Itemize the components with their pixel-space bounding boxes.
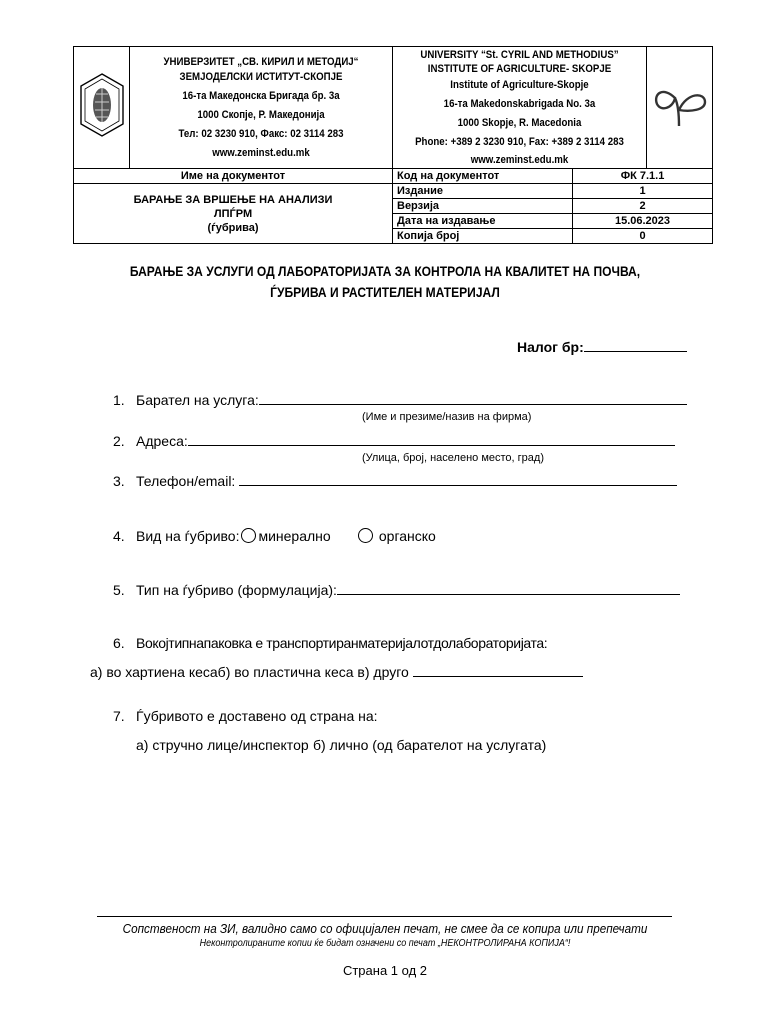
footer-ownership-notice: Сопственост на ЗИ, валидно само со официјален печат, не смее да се копира или препечати (122, 921, 648, 936)
item-5-number: 5. (113, 582, 125, 598)
fertilizer-type-line[interactable] (337, 582, 680, 595)
meta-value-date: 15.06.2023 (573, 214, 713, 229)
sprout-logo-cell (647, 47, 713, 169)
doc-name-line3: (ѓубрива) (207, 221, 259, 234)
fertilizer-type-label: Тип на ѓубриво (формулација): (136, 582, 337, 598)
city-en: 1000 Skopje, R. Macedonia (457, 116, 582, 129)
item-3-number: 3. (113, 473, 125, 489)
fertilizer-kind-label: Вид на ѓубриво: (136, 528, 240, 544)
form-title-line1: БАРАЊЕ ЗА УСЛУГИ ОД ЛАБОРАТОРИЈАТА ЗА КОНТРОЛА НА КВАЛИТЕТ НА ПОЧВА, (129, 263, 641, 279)
institute-seal-cell (74, 47, 130, 169)
university-name-mk: УНИВЕРЗИТЕТ „СВ. КИРИЛ И МЕТОДИЈ“ (163, 55, 359, 68)
phone-mk: Тел: 02 3230 910, Факс: 02 3114 283 (178, 127, 344, 140)
fertilizer-type-field[interactable] (136, 582, 680, 598)
phone-email-line[interactable] (239, 473, 677, 486)
phone-email-label: Телефон/email: (136, 473, 236, 489)
header-en-cell (393, 47, 647, 169)
mineral-radio[interactable] (241, 528, 256, 543)
institute-seal-logo (77, 72, 127, 138)
institute-name-en: INSTITUTE OF AGRICULTURE- SKOPJE (427, 62, 612, 75)
packaging-options: а) во хартиена кесаб) во пластична кеса в) друго (90, 664, 409, 680)
requester-line[interactable] (259, 392, 687, 405)
delivered-by-label: Ѓубривото е доставено од страна на: (136, 708, 378, 724)
website-en: www.zeminst.edu.mk (470, 153, 569, 166)
doc-name-line2: ЛПЃРМ (213, 207, 253, 220)
phone-email-field[interactable] (136, 473, 677, 489)
packaging-options-field[interactable] (90, 664, 583, 680)
doc-name-line1: БАРАЊЕ ЗА ВРШЕЊЕ НА АНАЛИЗИ (133, 193, 333, 206)
university-name-en: UNIVERSITY “St. CYRIL AND METHODIUS” (420, 48, 619, 61)
institute-name-mk: ЗЕМЈОДЕЛСКИ ИСТИТУТ-СКОПЈЕ (179, 70, 343, 83)
address-en: 16-та Makedonskabrigada No. 3a (443, 97, 596, 110)
address-hint: (Улица, број, населено место, град) (362, 452, 544, 464)
item-1-number: 1. (113, 392, 125, 408)
meta-label-edition: Издание (393, 184, 573, 199)
delivered-by-requester-option[interactable]: б) лично (од барателот на услугата) (313, 737, 547, 753)
mineral-option-label: минерално (258, 528, 331, 544)
institute-subname-en: Institute of Agriculture-Skopje (450, 78, 589, 91)
sprout-logo (651, 80, 709, 130)
address-mk: 16-та Македонска Бригада бр. 3а (182, 89, 340, 102)
phone-en: Phone: +389 2 3230 910, Fax: +389 2 3114 283 (415, 135, 624, 148)
requester-label: Барател на услуга: (136, 392, 259, 408)
form-title-line2: ЃУБРИВА И РАСТИТЕЛЕН МАТЕРИЈАЛ (270, 284, 500, 300)
organic-radio[interactable] (358, 528, 373, 543)
item-7-number: 7. (113, 708, 125, 724)
website-mk: www.zeminst.edu.mk (212, 146, 310, 159)
meta-label-version: Верзија (393, 199, 573, 214)
header-mk-cell (130, 47, 393, 169)
footer-copy-notice: Неконтролираните копии ќе бидат означени со печат „НЕКОНТРОЛИРАНА КОПИЈА“! (199, 938, 571, 949)
organic-option-label: органско (378, 528, 436, 544)
item-2-number: 2. (113, 433, 125, 449)
requester-hint: (Име и презиме/назив на фирма) (362, 411, 532, 423)
order-number-label: Налог бр: (517, 339, 584, 355)
address-field[interactable] (136, 433, 675, 449)
packaging-label: Вокојтипнапаковка е транспортиранматеријалотдолабораторијата: (136, 635, 548, 651)
address-label: Адреса: (136, 433, 188, 449)
document-header-table (73, 46, 713, 244)
fertilizer-kind-group (136, 528, 331, 544)
meta-label-copy: Копија број (393, 229, 573, 244)
packaging-other-line[interactable] (413, 664, 583, 677)
doc-name-cell (74, 184, 393, 244)
order-number-line[interactable] (584, 339, 687, 352)
delivered-by-inspector-option[interactable]: а) стручно лице/инспектор (136, 737, 309, 753)
footer-divider (97, 916, 672, 917)
meta-value-edition: 1 (573, 184, 713, 199)
page-number: Страна 1 од 2 (342, 963, 428, 978)
doc-name-label: Име на документот (74, 169, 393, 184)
requester-field[interactable] (136, 392, 687, 408)
item-6-number: 6. (113, 635, 125, 651)
meta-label-date: Дата на издавање (393, 214, 573, 229)
meta-label-code: Код на документот (393, 169, 573, 184)
address-line[interactable] (188, 433, 675, 446)
organic-option[interactable] (356, 528, 436, 544)
meta-value-copy: 0 (573, 229, 713, 244)
order-number-field[interactable] (517, 339, 687, 355)
item-4-number: 4. (113, 528, 125, 544)
city-mk: 1000 Скопје, Р. Македонија (197, 108, 325, 121)
meta-value-version: 2 (573, 199, 713, 214)
meta-value-code: ФК 7.1.1 (573, 169, 713, 184)
